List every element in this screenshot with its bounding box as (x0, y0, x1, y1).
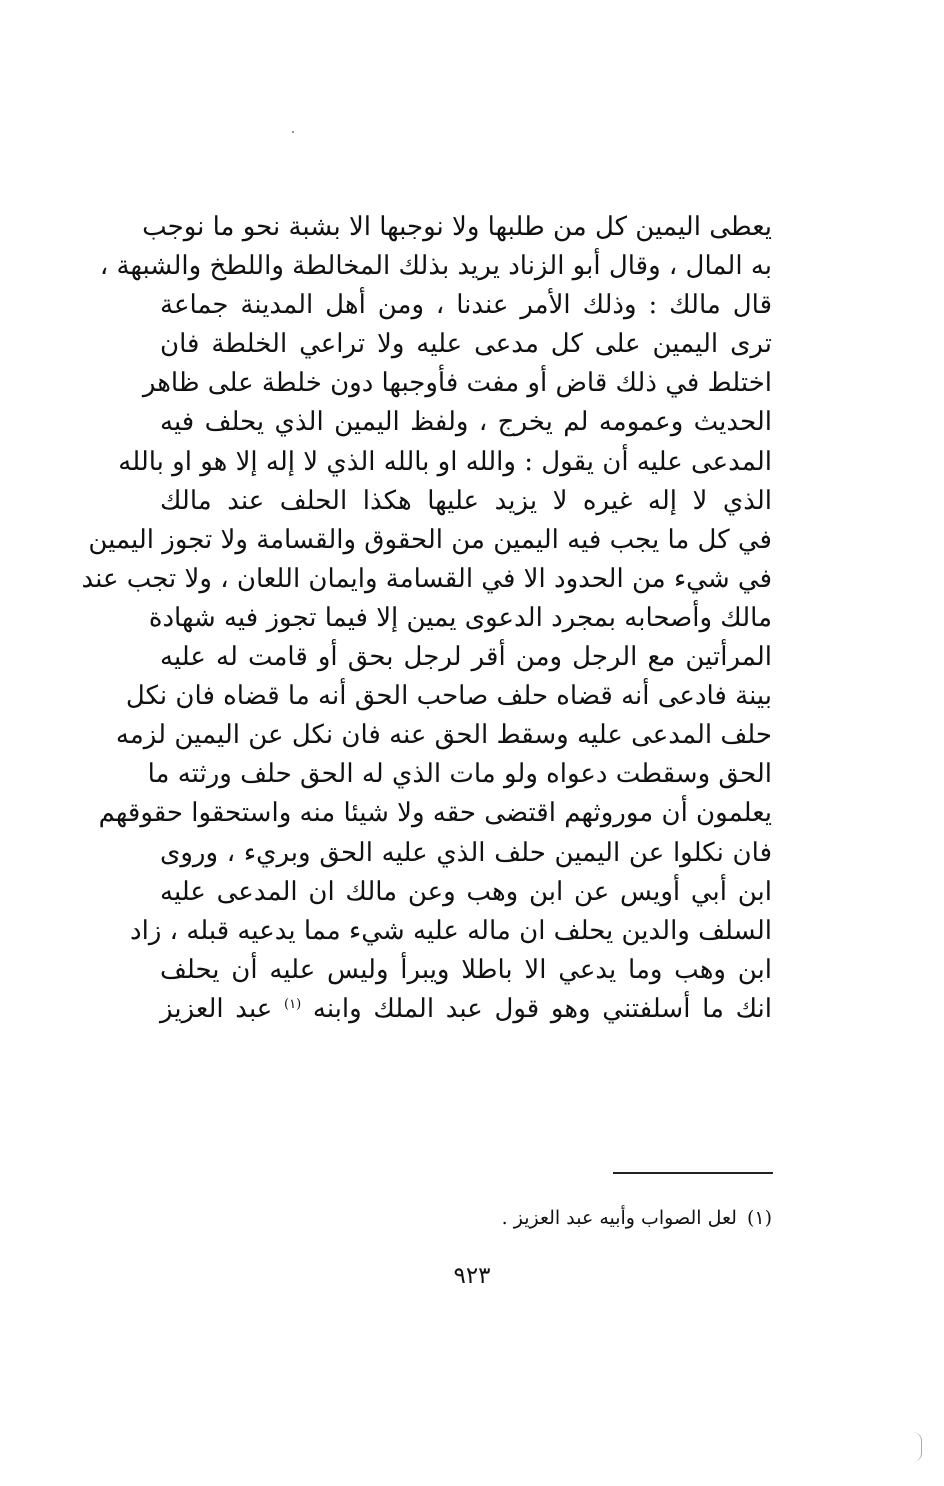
body-line: يعلمون أن موروثهم اقتضى حقه ولا شيئا منه واستحقوا حقوقهم (98, 798, 772, 829)
body-line: يعطى اليمين كل من طلبها ولا نوجبها الا بشبة نحو ما نوجب (142, 212, 772, 242)
footnote-divider (613, 1172, 773, 1174)
body-line: الذي لا إله غيره لا يزيد عليها هكذا الحلف عند مالك (160, 485, 772, 516)
body-line: السلف والدين يحلف ان ماله عليه شيء مما يدعيه قبله ، زاد (130, 915, 772, 946)
body-line: الحق وسقطت دعواه ولو مات الذي له الحق حلف ورثته ما (147, 759, 772, 790)
body-line: اختلط في ذلك قاض أو مفت فأوجبها دون خلطة على ظاهر (142, 368, 772, 399)
body-line: ابن أبي أويس عن ابن وهب وعن مالك ان المدعى عليه (160, 876, 772, 907)
last-line-text: انك ما أسلفتني وهو قول عبد الملك وابنه (312, 993, 773, 1024)
body-line: في كل ما يجب فيه اليمين من الحقوق والقسامة ولا تجوز اليمين (88, 524, 772, 555)
body-line: حلف المدعى عليه وسقط الحق عنه فان نكل عن اليمين لزمه (115, 720, 772, 751)
body-line: المدعى عليه أن يقول : والله او بالله الذي لا إله إلا هو او بالله (118, 446, 772, 477)
last-line-continuation: عبد العزيز (160, 993, 273, 1024)
footnote-reference: (١) (284, 996, 302, 1012)
body-line: به المال ، وقال أبو الزناد يريد بذلك المخالطة واللطخ والشبهة ، (99, 251, 772, 282)
body-line: قال مالك : وذلك الأمر عندنا ، ومن أهل المدينة جماعة (160, 290, 772, 321)
body-line: فان نكلوا عن اليمين حلف الذي عليه الحق وبريء ، وروى (160, 837, 772, 868)
body-line-last (160, 990, 772, 1029)
body-line: ترى اليمين على كل مدعى عليه ولا تراعي الخلطة فان (160, 329, 772, 360)
page-edge-mark (913, 1432, 922, 1462)
body-text (81, 208, 773, 1029)
body-line: في شيء من الحدود الا في القسامة وايمان اللعان ، ولا تجب عند (81, 563, 772, 594)
body-line: ابن وهب وما يدعي الا باطلا ويبرأ وليس عليه أن يحلف (160, 954, 772, 985)
footnote-text: لعل الصواب وأبيه عبد العزيز . (501, 1207, 737, 1229)
body-line: المرأتين مع الرجل ومن أقر لرجل بحق أو قامت له عليه (160, 642, 772, 673)
body-line: بينة فادعى أنه قضاه حلف صاحب الحق أنه ما قضاه فان نكل (125, 681, 772, 712)
body-line: الحديث وعمومه لم يخرج ، ولفظ اليمين الذي يحلف فيه (160, 407, 772, 438)
page-number: ٩٢٣ (453, 1263, 491, 1289)
footnote-number: (١) (746, 1207, 772, 1229)
scan-speck (292, 131, 294, 133)
footnote (502, 1206, 772, 1230)
body-line: مالك وأصحابه بمجرد الدعوى يمين إلا فيما تجوز فيه شهادة (148, 602, 772, 633)
